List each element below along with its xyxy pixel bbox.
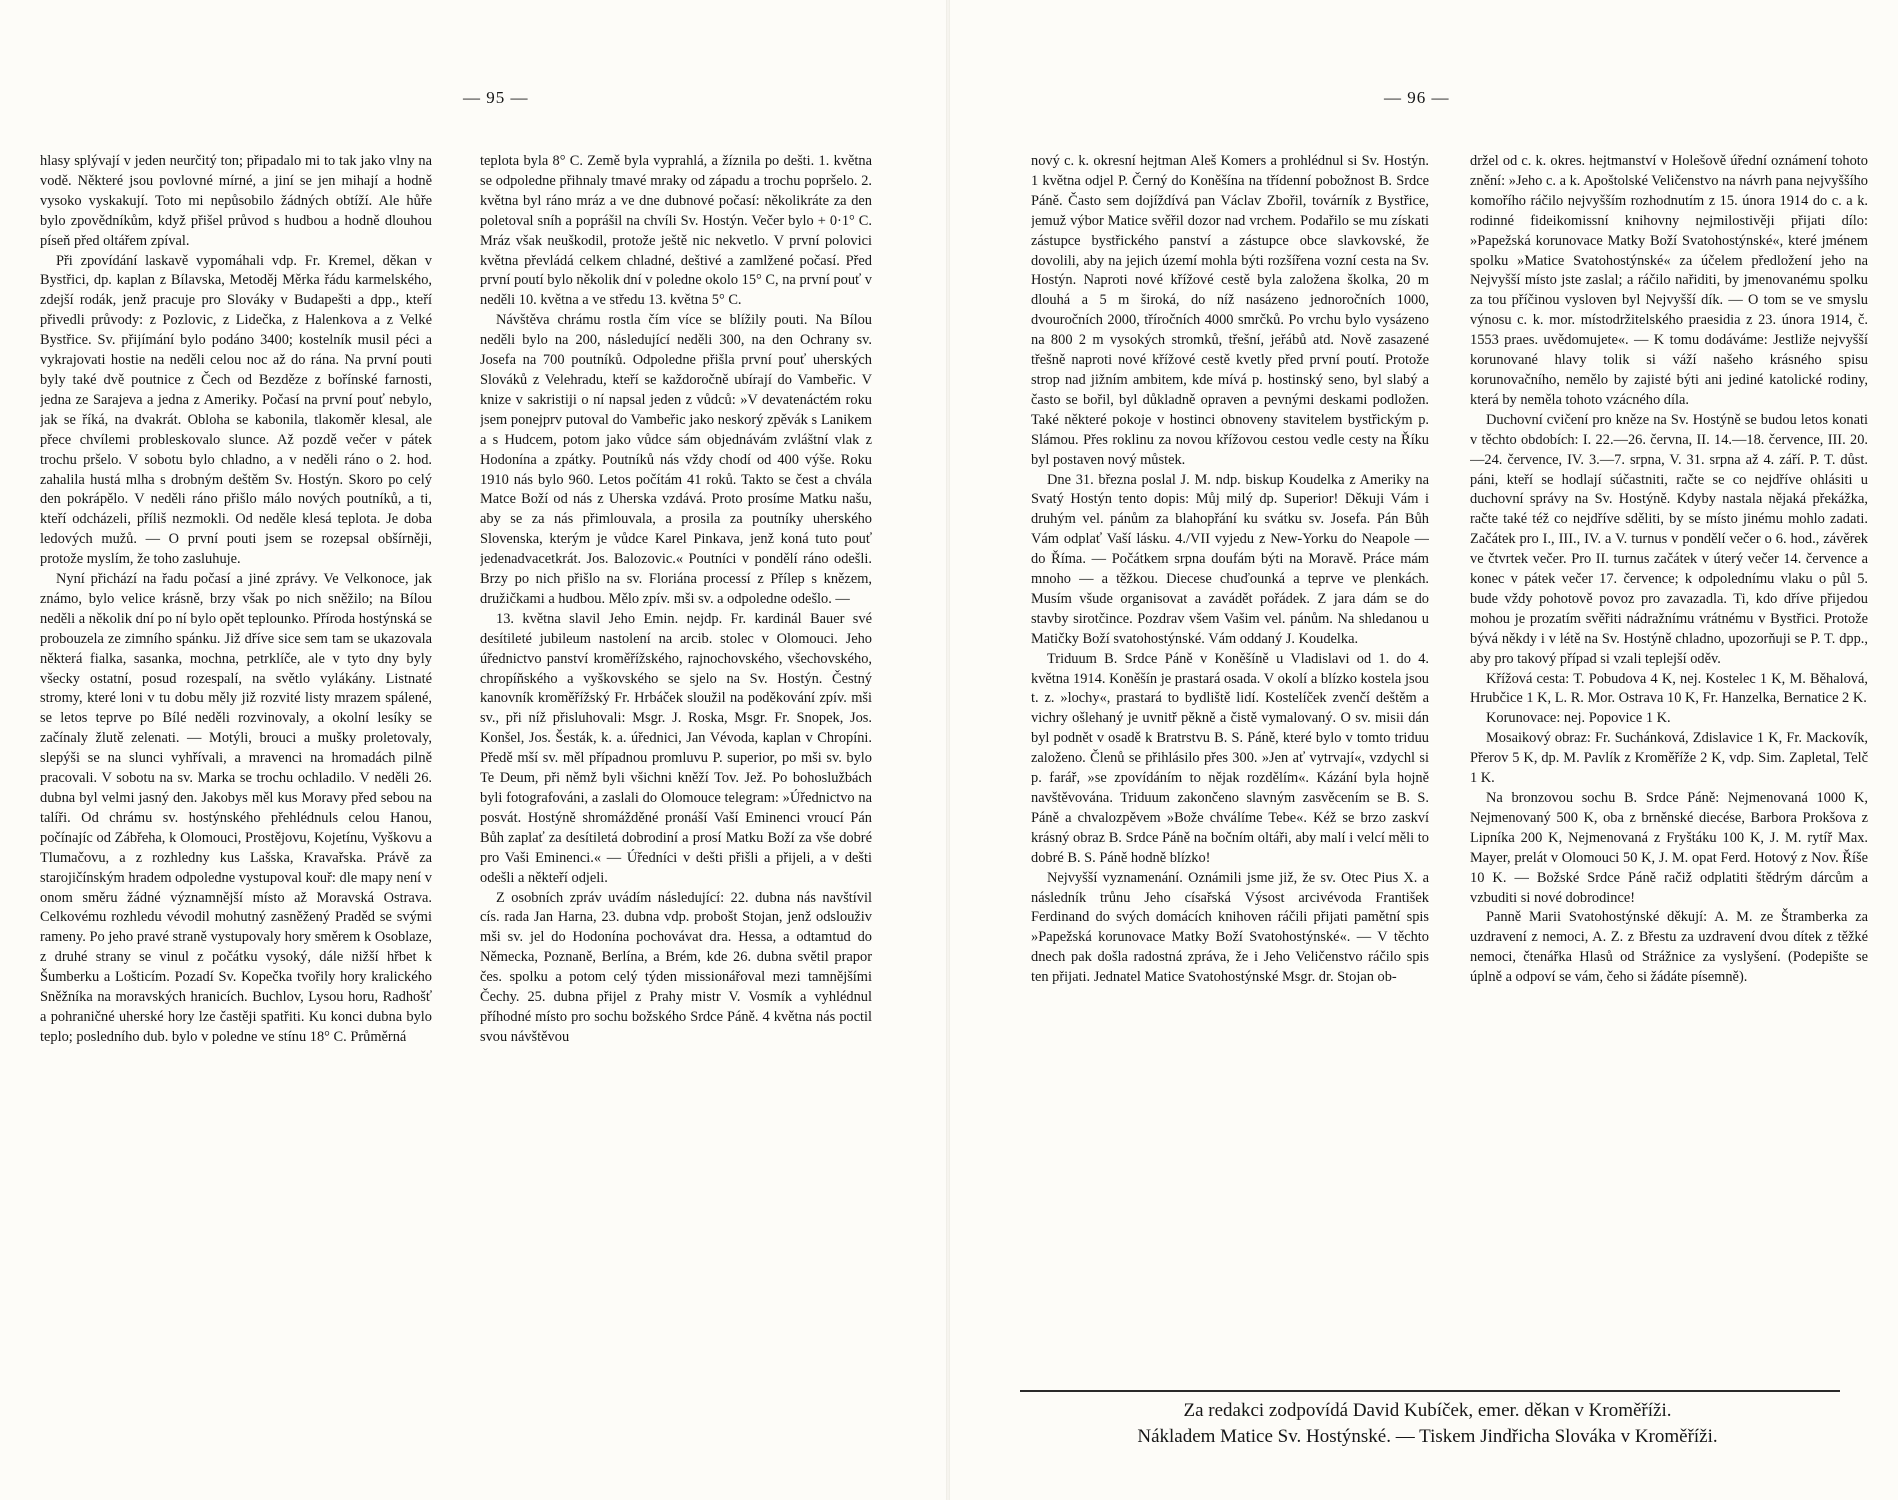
imprint-publisher-line: Nákladem Matice Sv. Hostýnské. — Tiskem Jindřicha Slováka v Kroměříži. — [1137, 1426, 1718, 1447]
paragraph: Korunovace: nej. Popovice 1 K. — [1486, 710, 1671, 727]
right-page-column-2 — [1470, 152, 1868, 1452]
paragraph: Návštěva chrámu rostla čím více se blížily pouti. Na Bílou neděli bylo na 200, následující neděli 300, na den Ochrany sv. Josefa na 700 poutníků. Odpoledne přišla první pouť uherských Slováků z Velehradu, kteří se každoročně ubírají do Vambeřic. V knize v sakristiji o ní napsal jeden z vůdců: »V devatenáctém roku jsem ponejprv putoval do Vambeřic jako neskorý zpěvák s Lanikem a s Hudcem, potom jako vůdce sám objednávám zvláštní vlak z Hodonína a zpátky. Poutníků nás vždy chodí od 400 výše. Roku 1910 nás bylo 960. Letos počítám 41 roků. Takto se čest a chvála Matce Boží od nás z Uherska vzdává. Proto prosíme Matku našu, aby se za nás přimlouvala, a prosila za poutníky uherského Slovenska, kterým je vůdce Karel Pinkava, jenž koná tuto pouť jedenadvacetkrát. Jos. Balozovic.« Poutníci v pondělí ráno odešli. Brzy po nich přišlo na sv. Floriána processí z Přílep s knězem, družičkami a hudbou. Mělo zpív. mši sv. a odpoledne odešlo. — — [480, 312, 872, 607]
paragraph: Nejvyšší vyznamenání. Oznámili jsme již, že sv. Otec Pius X. a následník trůnu Jeho císařská Výsost arcivévoda František Ferdinand do svých domácích knihoven ráčili přijati pamětní spis »Papežská korunovace Matky Boží Svatohostýnské«. — V těchto dnech pak došla radostná zpráva, že i Jeho Veličenstvo ráčilo spis ten přijati. Jednatel Matice Svatohostýnské Msgr. dr. Stojan ob- — [1031, 869, 1429, 986]
paragraph: Duchovní cvičení pro kněze na Sv. Hostýně se budou letos konati v těchto obdobích: I. 22.—26. června, II. 14.—18. července, III. 20.—24. července, IV. 3.—7. srpna, V. 31. srpna až 4. září. P. T. důst. páni, kteří se hodlají súčastniti, račte se co nejdříve ohlásiti u duchovní správy na Sv. Hostýně. Kdyby nastala nějaká překážka, račte také též co nejdříve sděliti, by se místo jinému mohlo zadati. Začátek pro I., III., IV. a V. turnus v pondělí večer o 6. hod., závěrek ve čtvrtek večer. Pro II. turnus začátek v úterý večer 14. července a konec v pátek večer 17. července; k odpolednímu vlaku o půl 5. bude vždy pohotově povoz pro zavazadla. Ti, kdo dříve přijedou mohou je prozatím svěřiti nádražnímu vrátnému v Bystřici. Protože bývá někdy i v létě na Sv. Hostýně chladno, upozorňuji se P. T. dpp., aby pro takový případ si vzali teplejší oděv. — [1470, 411, 1868, 667]
paragraph: hlasy splývají v jeden neurčitý ton; připadalo mi to tak jako vlny na vodě. Některé jsou povlovné mírné, a jiní se jen mihají a hodně vysoko vyskakují. Toto mi nepůsobilo žádných obtíží. Ale hůře bylo zpovědníkům, když přišel průvod s hudbou a hodně dlouhou píseň před oltářem zpíval. — [40, 153, 432, 249]
imprint-footer — [1055, 1398, 1800, 1450]
paragraph: Mosaikový obraz: Fr. Suchánková, Zdislavice 1 K, Fr. Mackovík, Přerov 5 K, dp. M. Pavlík z Kroměříže 2 K, vdp. Sim. Zapletal, Telč 1 K. — [1470, 730, 1868, 787]
paragraph: Při zpovídání laskavě vypomáhali vdp. Fr. Kremel, děkan v Bystřici, dp. kaplan z Bílavska, Metoděj Měrka řádu karmelského, zdejší rodák, jenž pracuje pro Slováky v Budapešti a dpp., kteří přivedli průvody: z Pozlovic, z Lidečka, z Halenkova a z Velké Bystřice. Sv. přijímání bylo podáno 3400; kostelník musil péci a vykrajovati hostie na neděli celou noc až do rána. Na první pouti byly také dvě poutnice z Čech od Bezděze z bořínské farnosti, jedna ze Sarajeva a jedna z Ameriky. Počasí na první pouť nebylo, jak se říká, na dvakrát. Obloha se kabonila, tlakoměr klesal, ale přece chvílemi probleskovalo slunce. Až pozdě večer v pátek trochu pršelo. V sobotu bylo chladno, a v neděli ráno o 2. hod. zahalila hustá mlha s drobným deštěm Sv. Hostýn. Skoro po celý den pokrápělo. V neděli ráno přišlo málo nových poutníků, a ti, kteří odcházeli, příliš nezmokli. Od neděle klesá teplota. Je doba ledových mužů. — O první pouti jsem se rozepsal obšírněji, protože myslím, že toho zasluhuje. — [40, 252, 432, 568]
footer-rule — [1020, 1390, 1840, 1392]
right-page — [949, 0, 1898, 1500]
page-number: — 96 — — [1384, 88, 1450, 107]
paragraph: držel od c. k. okres. hejtmanství v Holešově úřední oznámení tohoto znění: »Jeho c. a k. Apoštolské Veličenstvo na návrh pana nejvyššího komořího ráčilo nejvyšším rozhodnutím z 15. února 1914 do c. a k. rodinné fideikomissní knihovny nejmilostivěji přijati dílo: »Papežská korunovace Matky Boží Svatohostýnské«, které jménem spolku »Matice Svatohostýnské« za účelem předložení jeho na Nejvyšší místo jste zaslal; a ráčilo nařiditi, by jmenovanému spolku za tou příčinou vysloven byl Nejvyšší dík. — O tom se ve smyslu výnosu c. k. mor. místodržitelského praesidia z 23. února 1914, č. 1553 praes. uvědomujete«. — K tomu dodáváme: Jestliže nejvyšší korunované hlavy tolik si váží našeho krásného spisu korunovačního, nemělo by zajisté býti ani jediné katolické rodiny, která by neměla tohoto vzácného díla. — [1470, 153, 1868, 408]
paragraph: nový c. k. okresní hejtman Aleš Komers a prohlédnul si Sv. Hostýn. 1 května odjel P. Černý do Koněšína na třídenní pobožnost B. Srdce Páně. Často sem dojíždívá pan Václav Zbořil, továrník z Bystřice, jemuž výbor Matice svěřil dozor nad vrchem. Podařilo se mu získati zástupce bystřického panství a zástupce obce slavkovské, že dovolili, aby na jejich území mohla býti rozšířena vozní cesta na Sv. Hostýn. Naproti nové křížové cestě byla založena školka, 20 m dlouhá a 5 m široká, do níž nasázeno jednoročních 1000, dvouročních 2000, tříročních 4000 smrčků. Po vrchu bylo vysázeno na 800 2 m vysokých stromků, třešní, jeřábů atd. Nově zasazené třešně naproti nové křížové cestě kvetly před první poutí. Protože strop nad jižním ambitem, kde mívá p. hostinský seno, byl slabý a často se bořil, byl důkladně opraven a pevnými deskami podložen. Také některé pokoje v hostinci obnoveny stavitelem bystřickým p. Slámou. Přes roklinu za novou křížovou cestou vedle cesty na Říku byl postaven nový můstek. — [1031, 153, 1429, 468]
left-page-column-2 — [480, 152, 872, 1452]
left-page-column-1 — [40, 152, 432, 1452]
paragraph: 13. května slavil Jeho Emin. nejdp. Fr. kardinál Bauer své desítileté jubileum nastolení na arcib. stolec v Olomouci. Jeho úřednictvo panství kroměřížského, rajnochovského, všechovského, chropíňského a vyškovského se sjelo na Sv. Hostýn. Čestný kanovník kroměřížský Fr. Hrbáček sloužil na poděkování zpív. mši sv., při níž přisluhovali: Msgr. J. Roska, Msgr. Fr. Snopek, Jos. Konšel, Jos. Šesták, k. a. úřednici, Jan Vévoda, kaplan v Chropíni. Předě mší sv. měl případnou promluvu P. superior, po mši sv. bylo Te Deum, při němž byli všichni kněží Tov. Jež. Po bohoslužbách byli fotografováni, a zaslali do Olomouce telegram: »Úřednictvo na posvát. Hostýně shromážděné pronáší Vaší Eminenci vroucí Pán Bůh zaplať za desítiletá dobrodiní a prosí Matku Boží za vše dobré pro Vaši Eminenci.« — Úředníci v dešti přišli a přijeli, a v dešti odešli a někteří odjeli. — [480, 610, 872, 886]
right-page-column-1 — [1031, 152, 1429, 1452]
paragraph: teplota byla 8° C. Země byla vyprahlá, a žíznila po dešti. 1. května se odpoledne přihnaly tmavé mraky od západu a trochu popršelo. 2. května byl ráno mráz a ve dne dubnové počasí: několikráte za den poletoval sníh a poprášil na chvíli Sv. Hostýn. Večer bylo + 0·1° C. Mráz však neuškodil, protože ještě nic nekvetlo. V první polovici května převládá celkem chladné, deštivé a zamlžené počasí. Před první poutí bylo několik dní v poledne okolo 15° C, na první pouť v neděli 10. května a ve středu 13. května 5° C. — [480, 153, 872, 309]
imprint-editor-line: Za redakci zodpovídá David Kubíček, emer. děkan v Kroměříži. — [1183, 1400, 1672, 1421]
page-number: — 95 — — [463, 88, 529, 107]
paragraph: Na bronzovou sochu B. Srdce Páně: Nejmenovaná 1000 K, Nejmenovaný 500 K, oba z brněnské diecése, Barbora Prokšova z Lipníka 200 K, Nejmenovaná z Fryštáku 100 K, J. M. rytíř Max. Mayer, prelát v Olomouci 50 K, J. M. opat Ferd. Hotový z Nov. Říše 10 K. — Božské Srdce Páně račiž odplatiti štědrým dárcům a vzbuditi si nové dobrodince! — [1470, 790, 1868, 906]
paragraph: Dne 31. března poslal J. M. ndp. biskup Koudelka z Ameriky na Svatý Hostýn tento dopis: Můj milý dp. Superior! Děkuji Vám i druhým vel. pánům za blahopřání ku svátku sv. Josefa. Pán Bůh Vám odplať Vaší lásku. 4./VII vyjedu z New-Yorku do Neapole — do Říma. — Počátkem srpna doufám býti na Moravě. Práce mám mnoho — a těžkou. Diecese chuďounká a teprve ve plenkách. Musím všude organisovat a zavádět pořádek. Z jara dám se do stavby sirotčince. Pozdrav všem Vašim vel. pánům. Na shledanou u Matičky Boží svatohostýnské. Vám oddaný J. Koudelka. — [1031, 471, 1429, 647]
paragraph: Triduum B. Srdce Páně v Koněšíně u Vladislavi od 1. do 4. května 1914. Koněšín je prastará osada. V okolí a blízko kostela jsou t. z. »lochy«, prastará to bydliště lidí. Kostelíček zvenčí deštěm a vichry ošlehaný je uvnitř pěkně a čistě vymalovaný. O sv. misii dán byl podnět v osadě k Bratrstvu B. S. Páně, které bylo v tomto triduu založeno. Členů se přihlásilo přes 300. »Jen ať vytrvají«, vzdychl si p. farář, »se zpovídáním to nějak rozdělím«. Kázání byla hojně navštěvována. Triduum zakončeno slavným zasvěcením se B. S. Páně a chvalozpěvem »Bože chválíme Tebe«. Kéž se brzo zaskví krásný obraz B. Srdce Páně na bočním oltáři, aby malí i velcí měli to dobré B. S. Páně hodně blízko! — [1031, 650, 1429, 866]
paragraph: Křížová cesta: T. Pobudova 4 K, nej. Kostelec 1 K, M. Běhalová, Hrubčice 1 K, L. R. Mor. Ostrava 10 K, Fr. Hanzelka, Bernatice 2 K. — [1470, 670, 1868, 707]
paragraph: Nyní přichází na řadu počasí a jiné zprávy. Ve Velkonoce, jak známo, bylo velice krásně, brzy však po nich sněžilo; na Bílou neděli a několik dní po ní bylo opět teplounko. Příroda hostýnská se probouzela ze zimního spánku. Již dříve sice sem tam se ukazovala některá fialka, sasanka, mochna, petrklíče, ale v tyto dny byly všecky ostatní, posud rozespalí, na světlo vylákány. Listnaté stromy, které loni v tu dobu měly již rozvité listy mrazem spálené, se letos teprve po Bílé neděli rozvinovaly, a okolní lesíky se začínaly žlutě zelenati. — Motýli, brouci a mušky proletovaly, slepýši se na slunci vyhřívali, a mravenci na hromadách pilně pracovali. V sobotu na sv. Marka se trochu ochladilo. V neděli 26. dubna byl velmi jasný den. Jakobys měl kus Moravy před sebou na talíři. Od chrámu sv. hostýnského přehlédnuls celou Hanou, počínajíc od Zábřeha, k Olomouci, Prostějovu, Kojetínu, Vyškovu a Tlumačovu, a z rozhledny kus Lašska, Kravařska. Právě za starojičínským hradem odpoledne vystupoval kouř: dle mapy není v onom směru žádné významnější místo až Moravská Ostrava. Celkovému rozhledu vévodil mohutný zasněžený Praděd se svými rameny. Po jeho pravé straně vystupovaly hory směrem k Osoblaze, z druhé strany se vinul z počátku vysoký, dále nižší hřbet k Šumberku a Lošticím. Pozadí Sv. Kopečka tvořily hory kralického Sněžníka na moravských hranicích. Buchlov, Lysou horu, Radhošť a pohraničné uherské hory lze častěji spatřiti. Ku konci dubna bylo teplo; posledního dub. bylo v poledne ve stínu 18° C. Průměrná — [40, 571, 432, 1045]
paragraph: Panně Marii Svatohostýnské děkují: A. M. ze Štramberka za uzdravení z nemoci, A. Z. z Břestu za uzdravení dvou dítek z těžké nemoci, čtenářka Hlasů od Strážnice za vyslyšení. (Podepište se úplně a odpoví se vám, čeho si žádáte písemně). — [1470, 909, 1868, 986]
paragraph: Z osobních zpráv uvádím následující: 22. dubna nás navštívil cís. rada Jan Harna, 23. dubna vdp. probošt Stojan, jenž odslouživ mši sv. jel do Hodonína pochovávat dra. Hessa, a odtamtud do Německa, Poznaně, Berlína, a Brém, kde 26. dubna světil prapor čes. spolku a potom celý týden missionářoval mezi tamnějšími Čechy. 25. dubna přijel z Prahy mistr V. Vosmík a vyhlédnul příhodné místo pro sochu božského Srdce Páně. 4 května nás poctil svou návštěvou — [480, 889, 872, 1045]
